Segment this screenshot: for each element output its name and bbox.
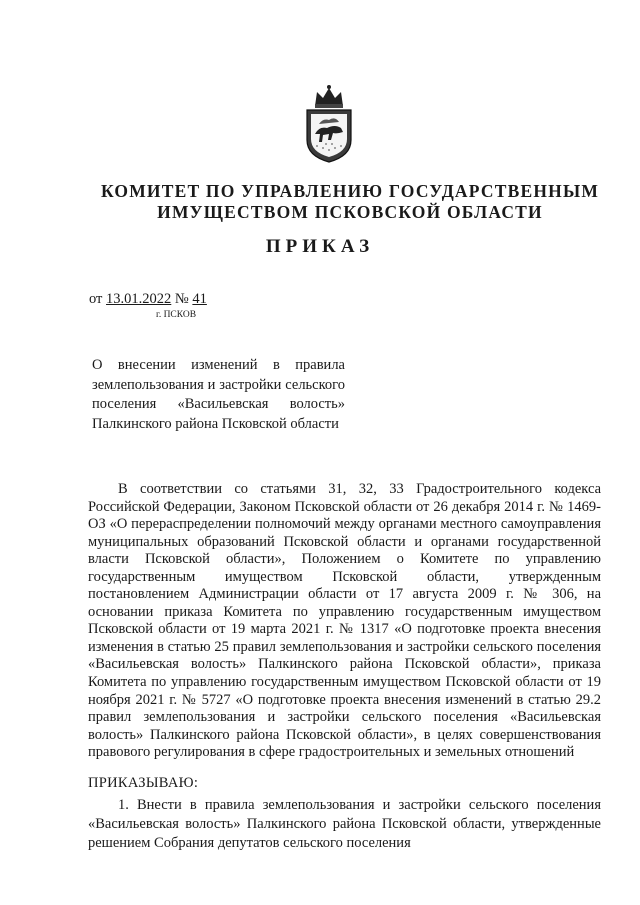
number-sign: № bbox=[171, 291, 193, 307]
document-type-title: ПРИКАЗ bbox=[265, 236, 375, 257]
organization-name-line1: КОМИТЕТ ПО УПРАВЛЕНИЮ ГОСУДАРСТВЕННЫМ bbox=[100, 181, 600, 201]
order-item-1: 1. Внести в правила землепользования и застройки сельского поселения «Васильевская волость» Палкинского района Псковской области, утвержденные решением Собрания депутатов сельского поселения bbox=[88, 797, 601, 851]
city-label: г. ПСКОВ bbox=[156, 310, 197, 320]
body-text bbox=[88, 481, 601, 762]
date-number-line bbox=[89, 291, 207, 308]
document-date: 13.01.2022 bbox=[106, 291, 172, 307]
orders-heading: ПРИКАЗЫВАЮ: bbox=[88, 775, 199, 791]
document-subject: О внесении изменений в правила землепользования и застройки сельского поселения «Васильевская волость» Палкинского района Псковской области bbox=[92, 357, 345, 432]
organization-name-line2: ИМУЩЕСТВОМ ПСКОВСКОЙ ОБЛАСТИ bbox=[157, 202, 543, 222]
document-number: 41 bbox=[192, 291, 207, 307]
body-paragraph: В соответствии со статьями 31, 32, 33 Градостроительного кодекса Российской Федерации, Законом Псковской области от 26 декабря 2014 г. № 1469-ОЗ «О перераспределении полномочий между органами местного самоуправления муниципальных образований Псковской области и органами государственной власти Псковской области», Положением о Комитете по управлению государственным имуществом Псковской области, утвержденным постановлением Администрации области от 17 августа 2009 г. № 306, на основании приказа Комитета по управлению государственным имуществом Псковской области от 19 марта 2021 г. № 1317 «О подготовке проекта внесения изменения в статью 25 правил землепользования и застройки сельского поселения «Васильевская волость» Палкинского района Псковской области», приказа Комитета по управлению государственным имуществом Псковской области от 19 ноября 2021 г. № 5727 «О подготовке проекта внесения изменений в статью 29.2 правил землепользования и застройки сельского поселения «Васильевская волость» Палкинского района Псковской области», в целях совершенствования правового регулирования в сфере градостроительных и земельных отношений bbox=[88, 481, 601, 761]
date-prefix: от bbox=[89, 291, 107, 307]
coat-of-arms-icon bbox=[301, 84, 357, 164]
